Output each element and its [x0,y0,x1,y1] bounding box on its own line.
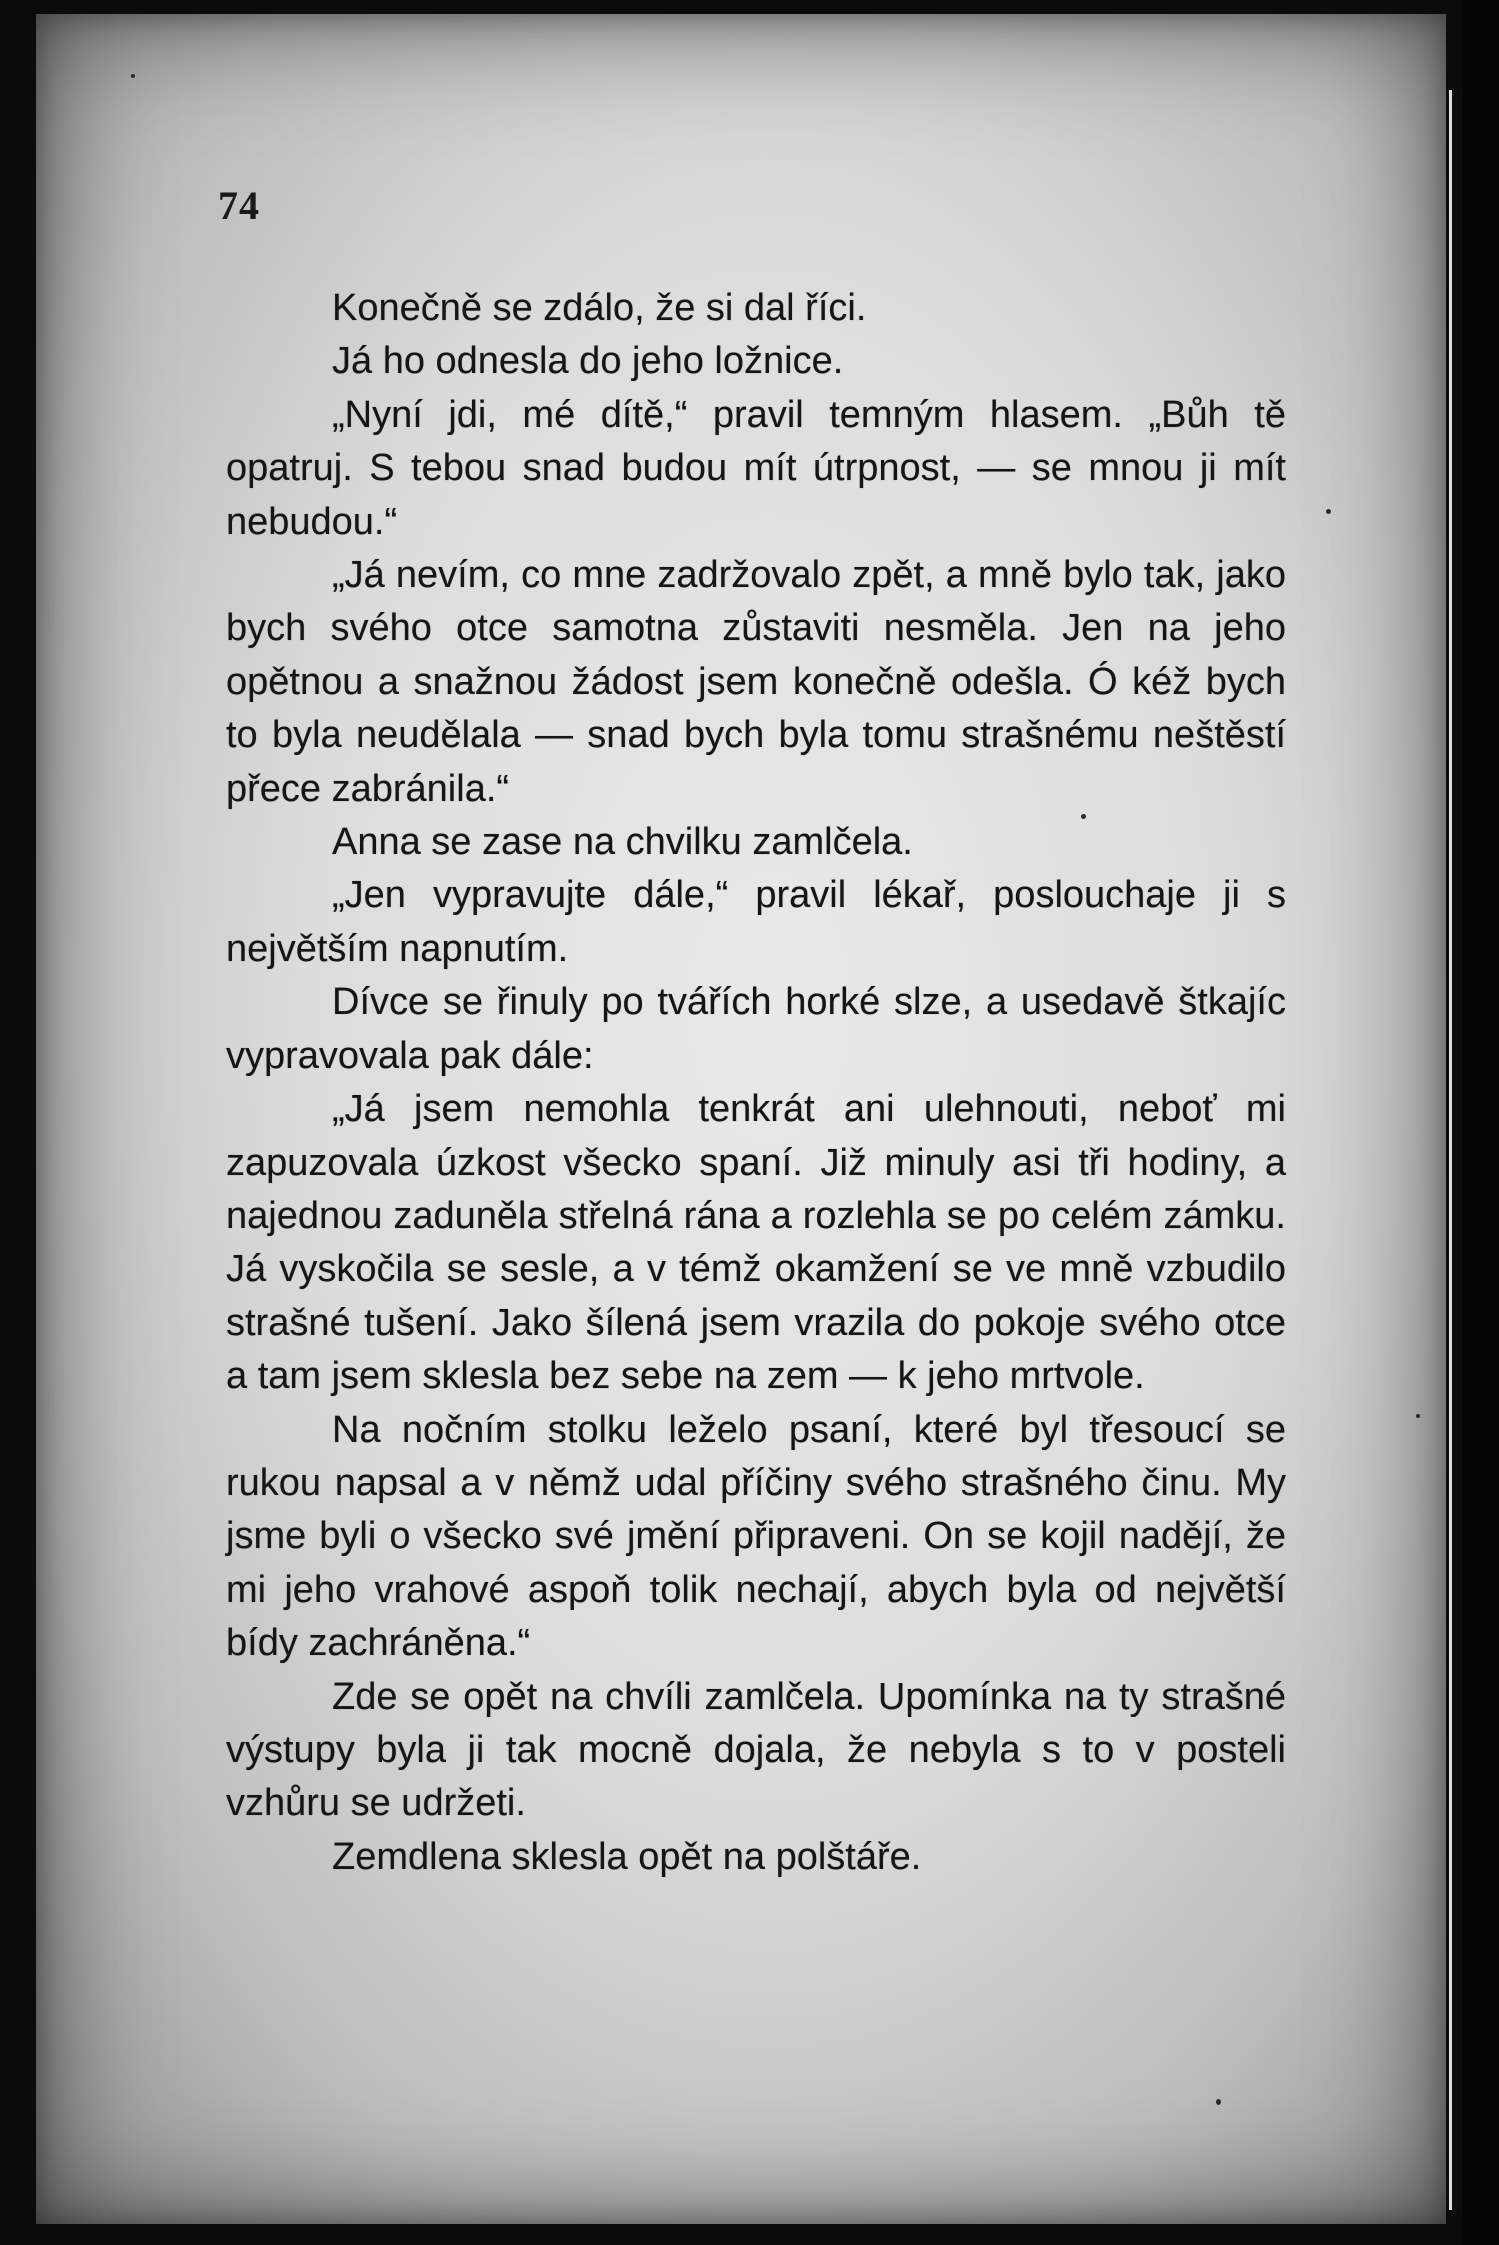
paragraph: Já ho odnesla do jeho ložnice. [332,340,844,383]
paragraph: Konečně se zdálo, že si dal říci. [332,287,867,329]
paper-speck [131,74,135,78]
paragraph: Zde se opět na chvíli zamlčela. Upomínka na ty strašné výstupy byla ji tak mocně dojala, že nebyla s to v posteli vzhůru se udržeti. [226,1675,1286,1825]
paragraph: Anna se zase na chvilku zamlčela. [332,821,913,864]
paragraph: Dívce se řinuly po tvářích horké slze, a usedavě štkajíc vypravovala pak dále: [226,981,1286,1077]
paragraph: „Já jsem nemohla tenkrát ani ulehnouti, neboť mi zapuzovala úzkost všecko spaní. Již minuly asi tři hodiny, a najednou zaduněla střelná rána a rozlehla se po celém zámku. Já vyskočila se sesle, a v témž okamžení se ve mně vzbudilo strašné tušení. Jako šílená jsem vrazila do pokoje svého otce a tam jsem sklesla bez sebe na zem — k jeho mrtvole. [226,1088,1286,1398]
paragraph: Zemdlena sklesla opět na polštáře. [332,1835,922,1878]
paper-speck [1216,2099,1221,2105]
page-edge-rule [1449,90,1462,2210]
body-text [226,282,1286,1884]
paragraph: Na nočním stolku leželo psaní, které byl třesoucí se rukou napsal a v němž udal příčiny svého strašného činu. My jsme byli o všecko své jmění připraveni. On se kojil nadějí, že mi jeho vrahové aspoň tolik nechají, abych byla od největší bídy zachráněna.“ [226,1408,1286,1665]
page-number: 74 [218,183,260,228]
paper-speck [1326,509,1331,514]
paragraph: „Jen vypravujte dále,“ pravil lékař, poslouchaje ji s největším napnutím. [226,874,1286,970]
paper-speck [1416,1414,1420,1418]
paragraph: „Nyní jdi, mé dítě,“ pravil temným hlasem. „Bůh tě opatruj. S tebou snad budou mít útrpnost, — se mnou ji mít nebudou.“ [226,393,1286,543]
scan-edge [1462,0,1499,2245]
paragraph: „Já nevím, co mne zadržovalo zpět, a mně bylo tak, jako bych svého otce samotna zůstaviti nesměla. Jen na jeho opětnou a snažnou žádost jsem konečně odešla. Ó kéž bych to byla neudělala — snad bych byla tomu strašnému neštěstí přece zabránila.“ [226,554,1286,810]
